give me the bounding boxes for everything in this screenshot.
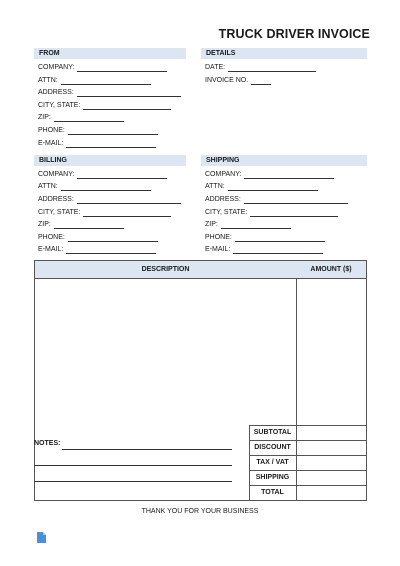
billing-phone-field[interactable]: PHONE: (38, 233, 158, 242)
shipping-phone-field[interactable]: PHONE: (205, 233, 325, 242)
shipping-attn-field[interactable]: ATTN: (205, 182, 318, 191)
shipping-city-state-field[interactable]: CITY, STATE: (205, 208, 338, 217)
total-value[interactable] (297, 486, 366, 500)
billing-city-state-field[interactable]: CITY, STATE: (38, 208, 171, 217)
from-phone-field[interactable]: PHONE: (38, 126, 158, 135)
billing-zip-field[interactable]: ZIP: (38, 220, 124, 229)
shipping-value[interactable] (297, 471, 366, 485)
billing-header: BILLING (34, 155, 186, 166)
thank-you-text: THANK YOU FOR YOUR BUSINESS (141, 508, 259, 515)
details-date-field[interactable]: DATE: (205, 63, 316, 72)
description-header: DESCRIPTION (141, 266, 190, 273)
from-header: FROM (34, 48, 186, 59)
from-email-field[interactable]: E-MAIL: (38, 139, 156, 148)
from-zip-field[interactable]: ZIP: (38, 113, 124, 122)
shipping-company-field[interactable]: COMPANY: (205, 170, 334, 179)
amount-header: AMOUNT ($) (310, 266, 352, 273)
notes-label: NOTES: (34, 440, 61, 447)
details-invoice-no-field[interactable]: INVOICE NO. (205, 76, 271, 85)
billing-company-field[interactable]: COMPANY: (38, 170, 167, 179)
description-cell[interactable] (35, 279, 296, 425)
from-company-field[interactable]: COMPANY: (38, 63, 167, 72)
amount-cell[interactable] (297, 279, 366, 425)
shipping-address-field[interactable]: ADDRESS: (205, 195, 348, 204)
from-city-state-field[interactable]: CITY, STATE: (38, 101, 171, 110)
notes-line[interactable] (34, 481, 232, 482)
notes-line[interactable] (34, 465, 232, 466)
from-attn-field[interactable]: ATTN: (38, 76, 151, 85)
invoice-title: TRUCK DRIVER INVOICE (218, 27, 370, 41)
shipping-header: SHIPPING (201, 155, 367, 166)
shipping-total-label: SHIPPING (255, 474, 290, 481)
billing-address-field[interactable]: ADDRESS: (38, 195, 181, 204)
billing-email-field[interactable]: E-MAIL: (38, 245, 156, 254)
subtotal-value[interactable] (297, 426, 366, 440)
notes-line[interactable] (62, 449, 232, 450)
document-icon[interactable] (36, 530, 46, 541)
shipping-zip-field[interactable]: ZIP: (205, 220, 291, 229)
billing-attn-field[interactable]: ATTN: (38, 182, 151, 191)
total-label: TOTAL (261, 489, 284, 496)
subtotal-label: SUBTOTAL (253, 429, 292, 436)
shipping-email-field[interactable]: E-MAIL: (205, 245, 323, 254)
details-header: DETAILS (201, 48, 367, 59)
tax-vat-value[interactable] (297, 456, 366, 470)
discount-label: DISCOUNT (254, 444, 291, 451)
discount-value[interactable] (297, 441, 366, 455)
from-address-field[interactable]: ADDRESS: (38, 88, 181, 97)
tax-vat-label: TAX / VAT (256, 459, 289, 466)
